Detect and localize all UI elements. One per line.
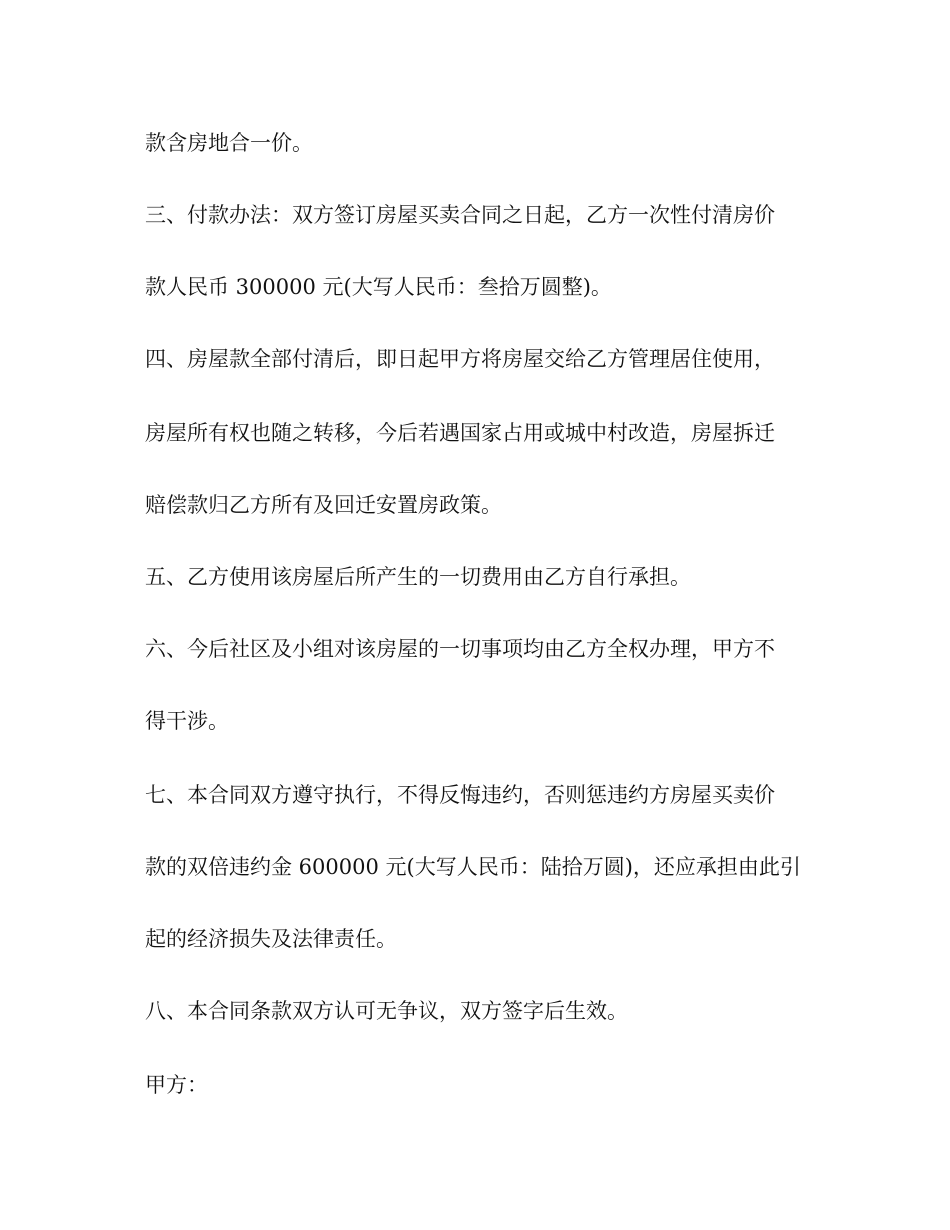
- text-line-clause-3-cont: 款人民币 300000 元(大写人民币：叁拾万圆整)。: [145, 275, 612, 299]
- text-line-party-a-label: 甲方：: [145, 1073, 208, 1097]
- text-line-clause-3: 三、付款办法：双方签订房屋买卖合同之日起，乙方一次性付清房价: [145, 203, 775, 227]
- text-line-clause-7-cont-1: 款的双倍违约金 600000 元(大写人民币：陆拾万圆)，还应承担由此引: [145, 855, 801, 879]
- text-line-clause-8: 八、本合同条款双方认可无争议，双方签字后生效。: [145, 999, 628, 1023]
- text-line-clause-4: 四、房屋款全部付清后，即日起甲方将房屋交给乙方管理居住使用，: [145, 347, 775, 371]
- text-line-clause-5: 五、乙方使用该房屋后所产生的一切费用由乙方自行承担。: [145, 565, 691, 589]
- text-line-clause-6-cont: 得干涉。: [145, 709, 229, 733]
- text-line-payment-terms-end: 款含房地合一价。: [145, 131, 313, 155]
- text-line-clause-7: 七、本合同双方遵守执行，不得反悔违约，否则惩违约方房屋买卖价: [145, 783, 775, 807]
- text-line-clause-4-cont-1: 房屋所有权也随之转移，今后若遇国家占用或城中村改造，房屋拆迁: [145, 421, 775, 445]
- text-line-clause-4-cont-2: 赔偿款归乙方所有及回迁安置房政策。: [145, 493, 502, 517]
- text-line-clause-6: 六、今后社区及小组对该房屋的一切事项均由乙方全权办理，甲方不: [145, 637, 775, 661]
- text-line-clause-7-cont-2: 起的经济损失及法律责任。: [145, 927, 397, 951]
